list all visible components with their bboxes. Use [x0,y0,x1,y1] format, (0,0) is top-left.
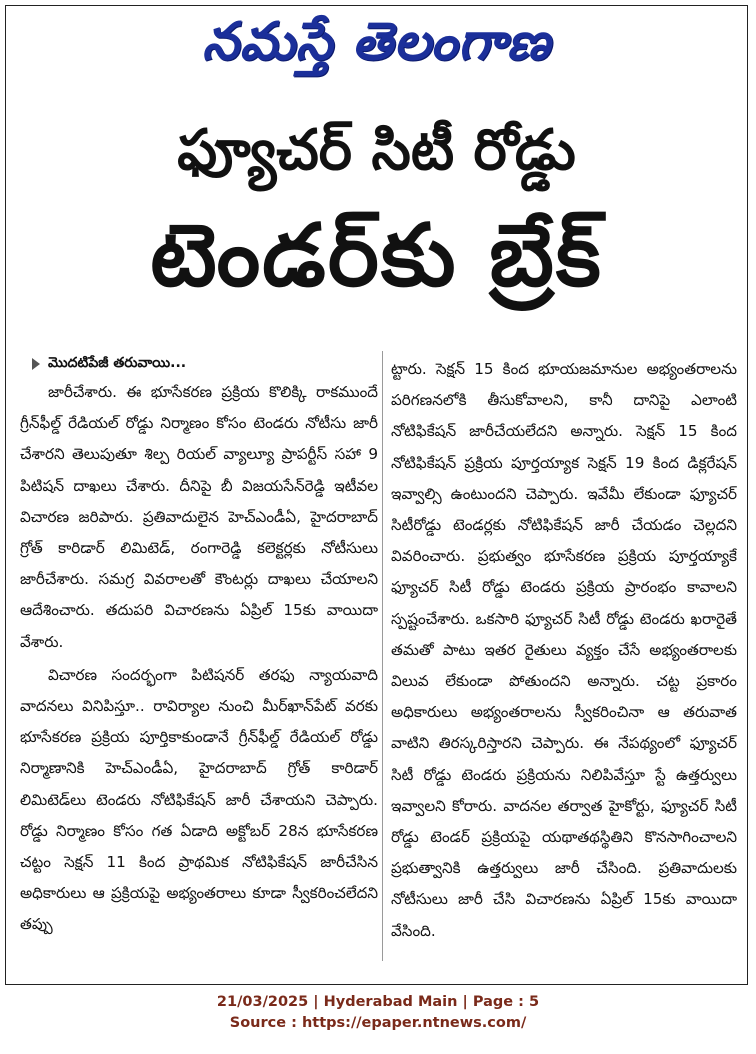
clipping-frame [5,5,748,985]
continuation-label: మొదటిపేజీ తరువాయి... [48,355,187,372]
article-paragraph: ట్టారు. సెక్షన్ 15 కింద భూయజమానుల అభ్యంతరాలను పరిగణనలోకి తీసుకోవాలని, కానీ దానిపై ఎలాంటి నోటిఫికేషన్ జారీచేయలేదని అన్నారు. సెక్షన్ 15 కింద నోటిఫికేషన్ ప్రక్రియ పూర్తయ్యాక సెక్షన్ 19 కింద డిక్లరేషన్ ఇవ్వాల్సి ఉంటుందని చెప్పారు. ఇవేమీ లేకుండా ఫ్యూచర్ సిటీరోడ్డు టెండర్లకు నోటిఫికేషన్ జారీ చేయడం చెల్లదని వివరించారు. ప్రభుత్వం భూసేకరణ ప్రక్రియ పూర్తయ్యాకే ఫ్యూచర్ సిటీ రోడ్డు టెండరు ప్రక్రియ ప్రారంభం కావాలని స్పష్టంచేశారు. ఒకసారి ఫ్యూచర్ సిటీ రోడ్డు టెండరు ఖరారైతే తమతో పాటు ఇతర రైతులు వ్యక్తం చేసే అభ్యంతరాలకు విలువ లేకుండా పోతుందని అన్నారు. చట్ట ప్రకారం అధికారులు అభ్యంతరాలను స్వీకరించినా ఆ తరువాత వాటిని తిరస్కరిస్తారని చెప్పారు. ఈ నేపథ్యంలో ఫ్యూచర్ సిటీ రోడ్డు టెండరు ప్రక్రియను నిలిపివేస్తూ స్టే ఉత్తర్వులు ఇవ్వాలని కోరారు. వాదనల తర్వాత హైకోర్టు, ఫ్యూచర్ సిటీ రోడ్డు టెండర్ ప్రక్రియపై యథాతథస్థితిని కొనసాగించాలని ప్రభుత్వానికి ఉత్తర్వులు జారీ చేసింది. ప్రతివాదులకు నోటీసులు జారీ చేసి విచారణను ఏప్రిల్ 15కు వాయిదా వేసింది. [391,360,737,940]
continuation-marker [20,351,378,377]
chevron-right-icon [32,358,40,370]
headline-line-2: టెండర్‌కు బ్రేక్ [150,206,603,306]
footer-source-line: Source : https://epaper.ntnews.com/ [229,1015,527,1031]
footer-edition-line: 21/03/2025 | Hyderabad Main | Page : 5 [216,994,540,1010]
article-paragraph: జారీచేశారు. ఈ భూసేకరణ ప్రక్రియ కొలిక్కి రాకముందే గ్రీన్‌ఫీల్డ్ రేడియల్ రోడ్డు నిర్మాణం కోసం టెండరు నోటీసు జారీ చేశారని తెలుపుతూ శిల్ప రియల్ వ్యాల్యూ ప్రాపర్టీస్ సహా 9 పిటిషన్ దాఖలు చేశారు. దీనిపై బీ విజయసేన్‌రెడ్డి ఇటీవల విచారణ జరిపారు. ప్రతివాదులైన హెచ్‌ఎండీఏ, హైదరాబాద్ గ్రోత్ కారిడార్ లిమిటెడ్, రంగారెడ్డి కలెక్టర్లకు నోటీసులు జారీచేశారు. సమగ్ర వివరాలతో కౌంటర్లు దాఖలు చేయాలని ఆదేశించారు. తదుపరి విచారణను ఏప్రిల్ 15కు వాయిదా వేశారు. [20,383,378,651]
newspaper-masthead: నమస్తే తెలంగాణ [202,12,551,72]
page-footer [0,992,756,1034]
article-left-column [20,351,378,941]
headline-line-1: ఫ్యూచర్ సిటీ రోడ్డు [177,118,576,183]
column-divider [382,351,383,961]
article-paragraph: విచారణ సందర్భంగా పిటిషనర్ తరఫు న్యాయవాది వాదనలు వినిపిస్తూ.. రావిర్యాల నుంచి మీర్‌ఖాన్‌పేట్ వరకు భూసేకరణ ప్రక్రియ పూర్తికాకుండానే గ్రీన్‌ఫీల్డ్ రేడియల్ రోడ్డు నిర్మాణానికి హెచ్‌ఎండీఏ, హైదరాబాద్ గ్రోత్ కారిడార్ లిమిటెడ్‌లు టెండరు నోటిఫికేషన్ జారీ చేశాయని చెప్పారు. రోడ్డు నిర్మాణం కోసం గత ఏడాది అక్టోబర్ 28న భూసేకరణ చట్టం సెక్షన్ 11 కింద ప్రాథమిక నోటిఫికేషన్ జారీచేసిన అధికారులు ఆ ప్రక్రియపై అభ్యంతరాలు కూడా స్వీకరించలేదని తప్పు [20,665,378,934]
article-right-column [391,354,737,947]
